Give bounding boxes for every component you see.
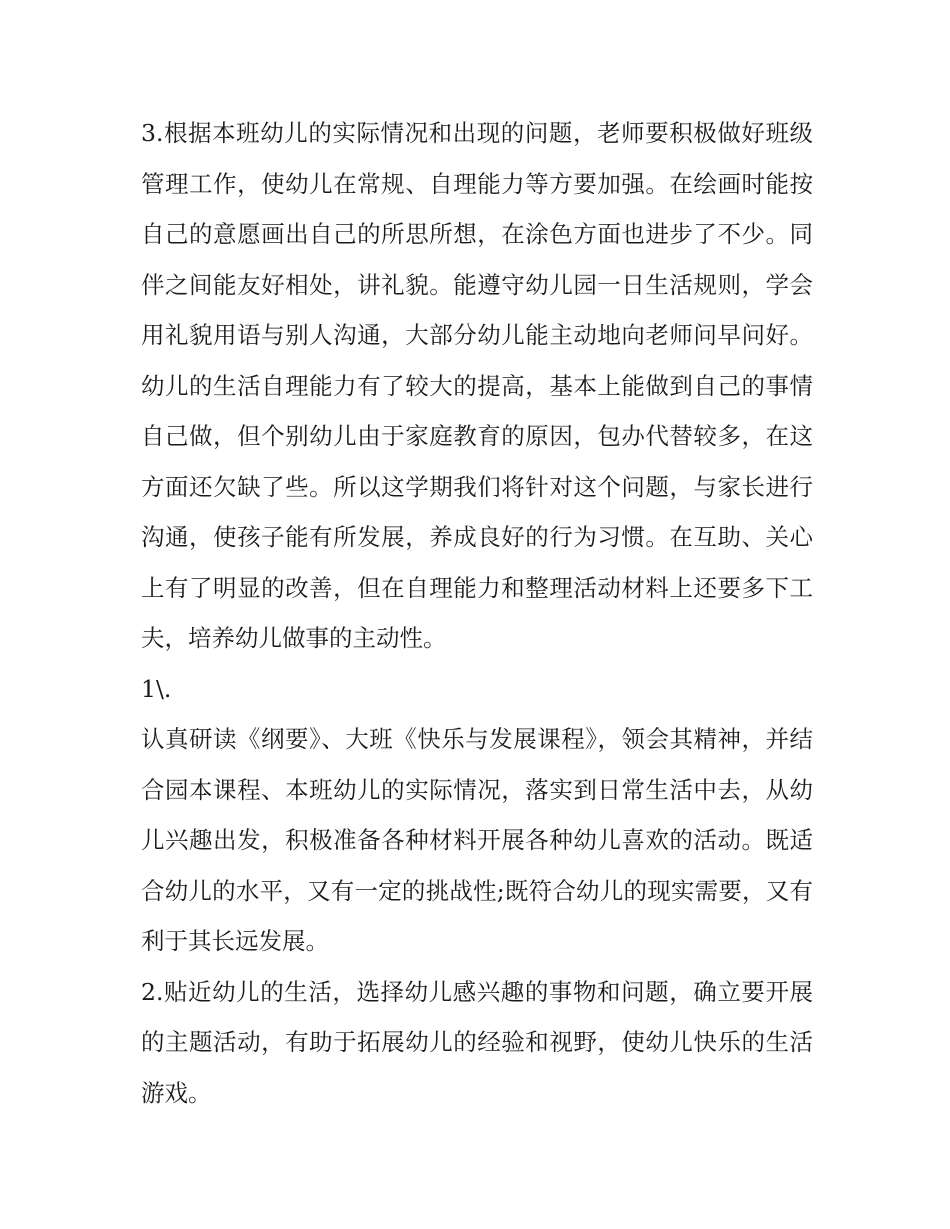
paragraph-curriculum-study: 认真研读《纲要》、大班《快乐与发展课程》，领会其精神，并结合园本课程、本班幼儿的实际情况，落实到日常生活中去，从幼儿兴趣出发，积极准备各种材料开展各种幼儿喜欢的活动。既适合幼儿的水平，又有一定的挑战性;既符合幼儿的现实需要，又有利于其长远发展。: [141, 725, 813, 955]
paragraph-theme-activities: 2.贴近幼儿的生活，选择幼儿感兴趣的事物和问题，确立要开展的主题活动，有助于拓展幼儿的经验和视野，使幼儿快乐的生活游戏。: [141, 977, 813, 1107]
paragraph-list-marker: 1\.: [141, 674, 172, 703]
document-body: [141, 108, 813, 1118]
paragraph-class-situation: 3.根据本班幼儿的实际情况和出现的问题，老师要积极做好班级管理工作，使幼儿在常规、自理能力等方要加强。在绘画时能按自己的意愿画出自己的所思所想，在涂色方面也进步了不少。同伴之间能友好相处，讲礼貌。能遵守幼儿园一日生活规则，学会用礼貌用语与别人沟通，大部分幼儿能主动地向老师问早问好。幼儿的生活自理能力有了较大的提高，基本上能做到自己的事情自己做，但个别幼儿由于家庭教育的原因，包办代替较多，在这方面还欠缺了些。所以这学期我们将针对这个问题，与家长进行沟通，使孩子能有所发展，养成良好的行为习惯。在互助、关心上有了明显的改善，但在自理能力和整理活动材料上还要多下工夫，培养幼儿做事的主动性。: [141, 119, 813, 652]
